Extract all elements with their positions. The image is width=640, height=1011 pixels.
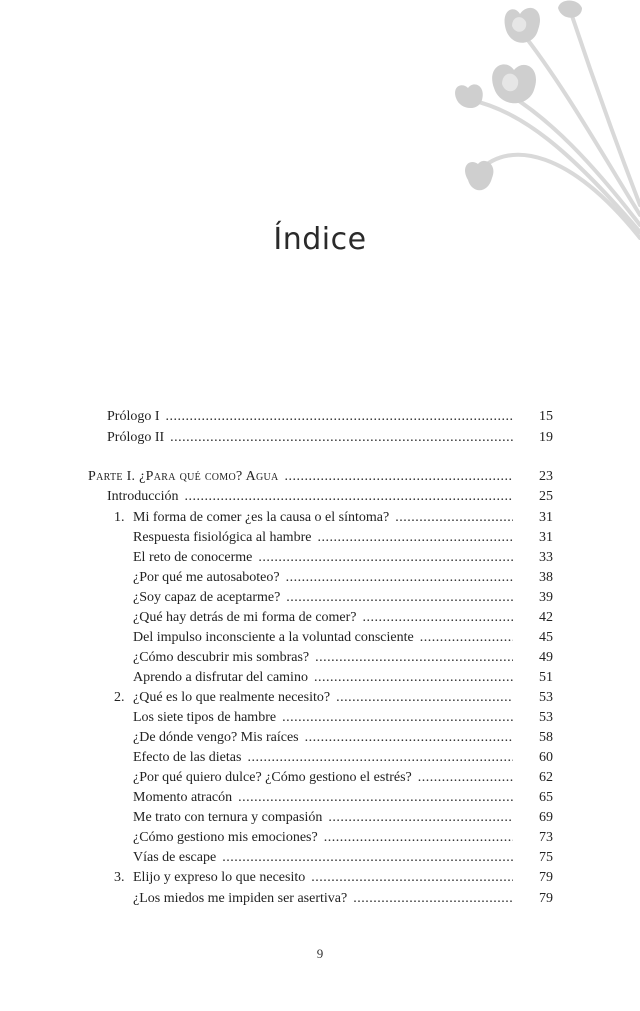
toc-chapter-number: 1. <box>114 510 125 525</box>
toc-entry-label: Los siete tipos de hambre ..... <box>133 708 513 728</box>
toc-chapter <box>0 688 640 708</box>
toc-entry-label: ¿Qué es lo que realmente necesito? ..... <box>133 688 513 708</box>
toc-entry <box>0 608 640 628</box>
toc-entry <box>0 808 640 828</box>
toc-entry-label: Prólogo I ..... <box>107 407 513 427</box>
toc-entry-label: Efecto de las dietas ..... <box>133 748 513 768</box>
toc-entry <box>0 708 640 728</box>
toc-chapter-number: 3. <box>114 870 125 885</box>
toc-entry-label: Elijo y expreso lo que necesito ..... <box>133 868 513 888</box>
toc-entry-page: 33 <box>539 550 553 565</box>
toc-entry-page: 25 <box>539 489 553 504</box>
toc-part-heading <box>0 467 640 487</box>
toc-entry <box>0 407 640 427</box>
toc-entry-page: 60 <box>539 750 553 765</box>
toc-entry-page: 15 <box>539 409 553 424</box>
toc-entry-label: ¿Cómo descubrir mis sombras? ..... <box>133 648 513 668</box>
toc-entry-label: El reto de conocerme ..... <box>133 548 513 568</box>
toc-entry-label: Parte I. ¿Para qué como? Agua ..... <box>88 467 513 487</box>
toc-entry <box>0 828 640 848</box>
toc-entry-page: 53 <box>539 690 553 705</box>
toc-entry-page: 31 <box>539 510 553 525</box>
toc-entry-page: 79 <box>539 891 553 906</box>
toc-chapter <box>0 868 640 888</box>
page-title: Índice <box>273 222 367 257</box>
toc-entry-label: ¿Qué hay detrás de mi forma de comer? ..... <box>133 608 513 628</box>
toc-entry-page: 23 <box>539 469 553 484</box>
toc-entry <box>0 428 640 448</box>
toc-entry-label: ¿Soy capaz de aceptarme? ..... <box>133 588 513 608</box>
toc-entry-page: 39 <box>539 590 553 605</box>
toc-entry <box>0 648 640 668</box>
toc-entry-page: 65 <box>539 790 553 805</box>
toc-entry-label: Prólogo II ..... <box>107 428 513 448</box>
toc-entry <box>0 487 640 507</box>
toc-entry-label: Mi forma de comer ¿es la causa o el síntoma? ..... <box>133 508 513 528</box>
toc-entry <box>0 628 640 648</box>
toc-entry-label: Introducción ..... <box>107 487 513 507</box>
toc-entry-page: 62 <box>539 770 553 785</box>
toc-entry-page: 31 <box>539 530 553 545</box>
toc-entry <box>0 889 640 909</box>
toc-entry-page: 42 <box>539 610 553 625</box>
toc-entry <box>0 788 640 808</box>
toc-entry <box>0 588 640 608</box>
tulips-illustration <box>450 0 640 240</box>
toc-entry-page: 73 <box>539 830 553 845</box>
toc-entry-label: Momento atracón ..... <box>133 788 513 808</box>
toc-entry-label: Aprendo a disfrutar del camino ..... <box>133 668 513 688</box>
toc-chapter <box>0 508 640 528</box>
toc-entry-page: 51 <box>539 670 553 685</box>
toc-entry-page: 45 <box>539 630 553 645</box>
toc-entry-label: ¿Por qué me autosaboteo? ..... <box>133 568 513 588</box>
toc-entry-page: 79 <box>539 870 553 885</box>
toc-entry <box>0 528 640 548</box>
toc-entry-page: 38 <box>539 570 553 585</box>
toc-entry <box>0 668 640 688</box>
toc-entry-label: Vías de escape ..... <box>133 848 513 868</box>
toc-entry-label: ¿Los miedos me impiden ser asertiva? ..... <box>133 889 513 909</box>
toc-entry <box>0 748 640 768</box>
toc-entry <box>0 848 640 868</box>
toc-entry-page: 69 <box>539 810 553 825</box>
toc-entry-label: Respuesta fisiológica al hambre ..... <box>133 528 513 548</box>
toc-entry <box>0 728 640 748</box>
toc-entry-page: 49 <box>539 650 553 665</box>
toc-entry <box>0 548 640 568</box>
toc-entry-page: 58 <box>539 730 553 745</box>
toc-entry <box>0 768 640 788</box>
toc-entry-label: ¿Por qué quiero dulce? ¿Cómo gestiono el estrés? ..... <box>133 768 513 788</box>
toc-entry-page: 75 <box>539 850 553 865</box>
toc-entry <box>0 568 640 588</box>
toc-entry-label: Del impulso inconsciente a la voluntad consciente ..... <box>133 628 513 648</box>
toc-entry-label: ¿De dónde vengo? Mis raíces ..... <box>133 728 513 748</box>
toc-chapter-number: 2. <box>114 690 125 705</box>
toc-entry-page: 19 <box>539 430 553 445</box>
toc-entry-page: 53 <box>539 710 553 725</box>
toc-entry-label: Me trato con ternura y compasión ..... <box>133 808 513 828</box>
toc-entry-label: ¿Cómo gestiono mis emociones? ..... <box>133 828 513 848</box>
page-number: 9 <box>316 946 324 961</box>
